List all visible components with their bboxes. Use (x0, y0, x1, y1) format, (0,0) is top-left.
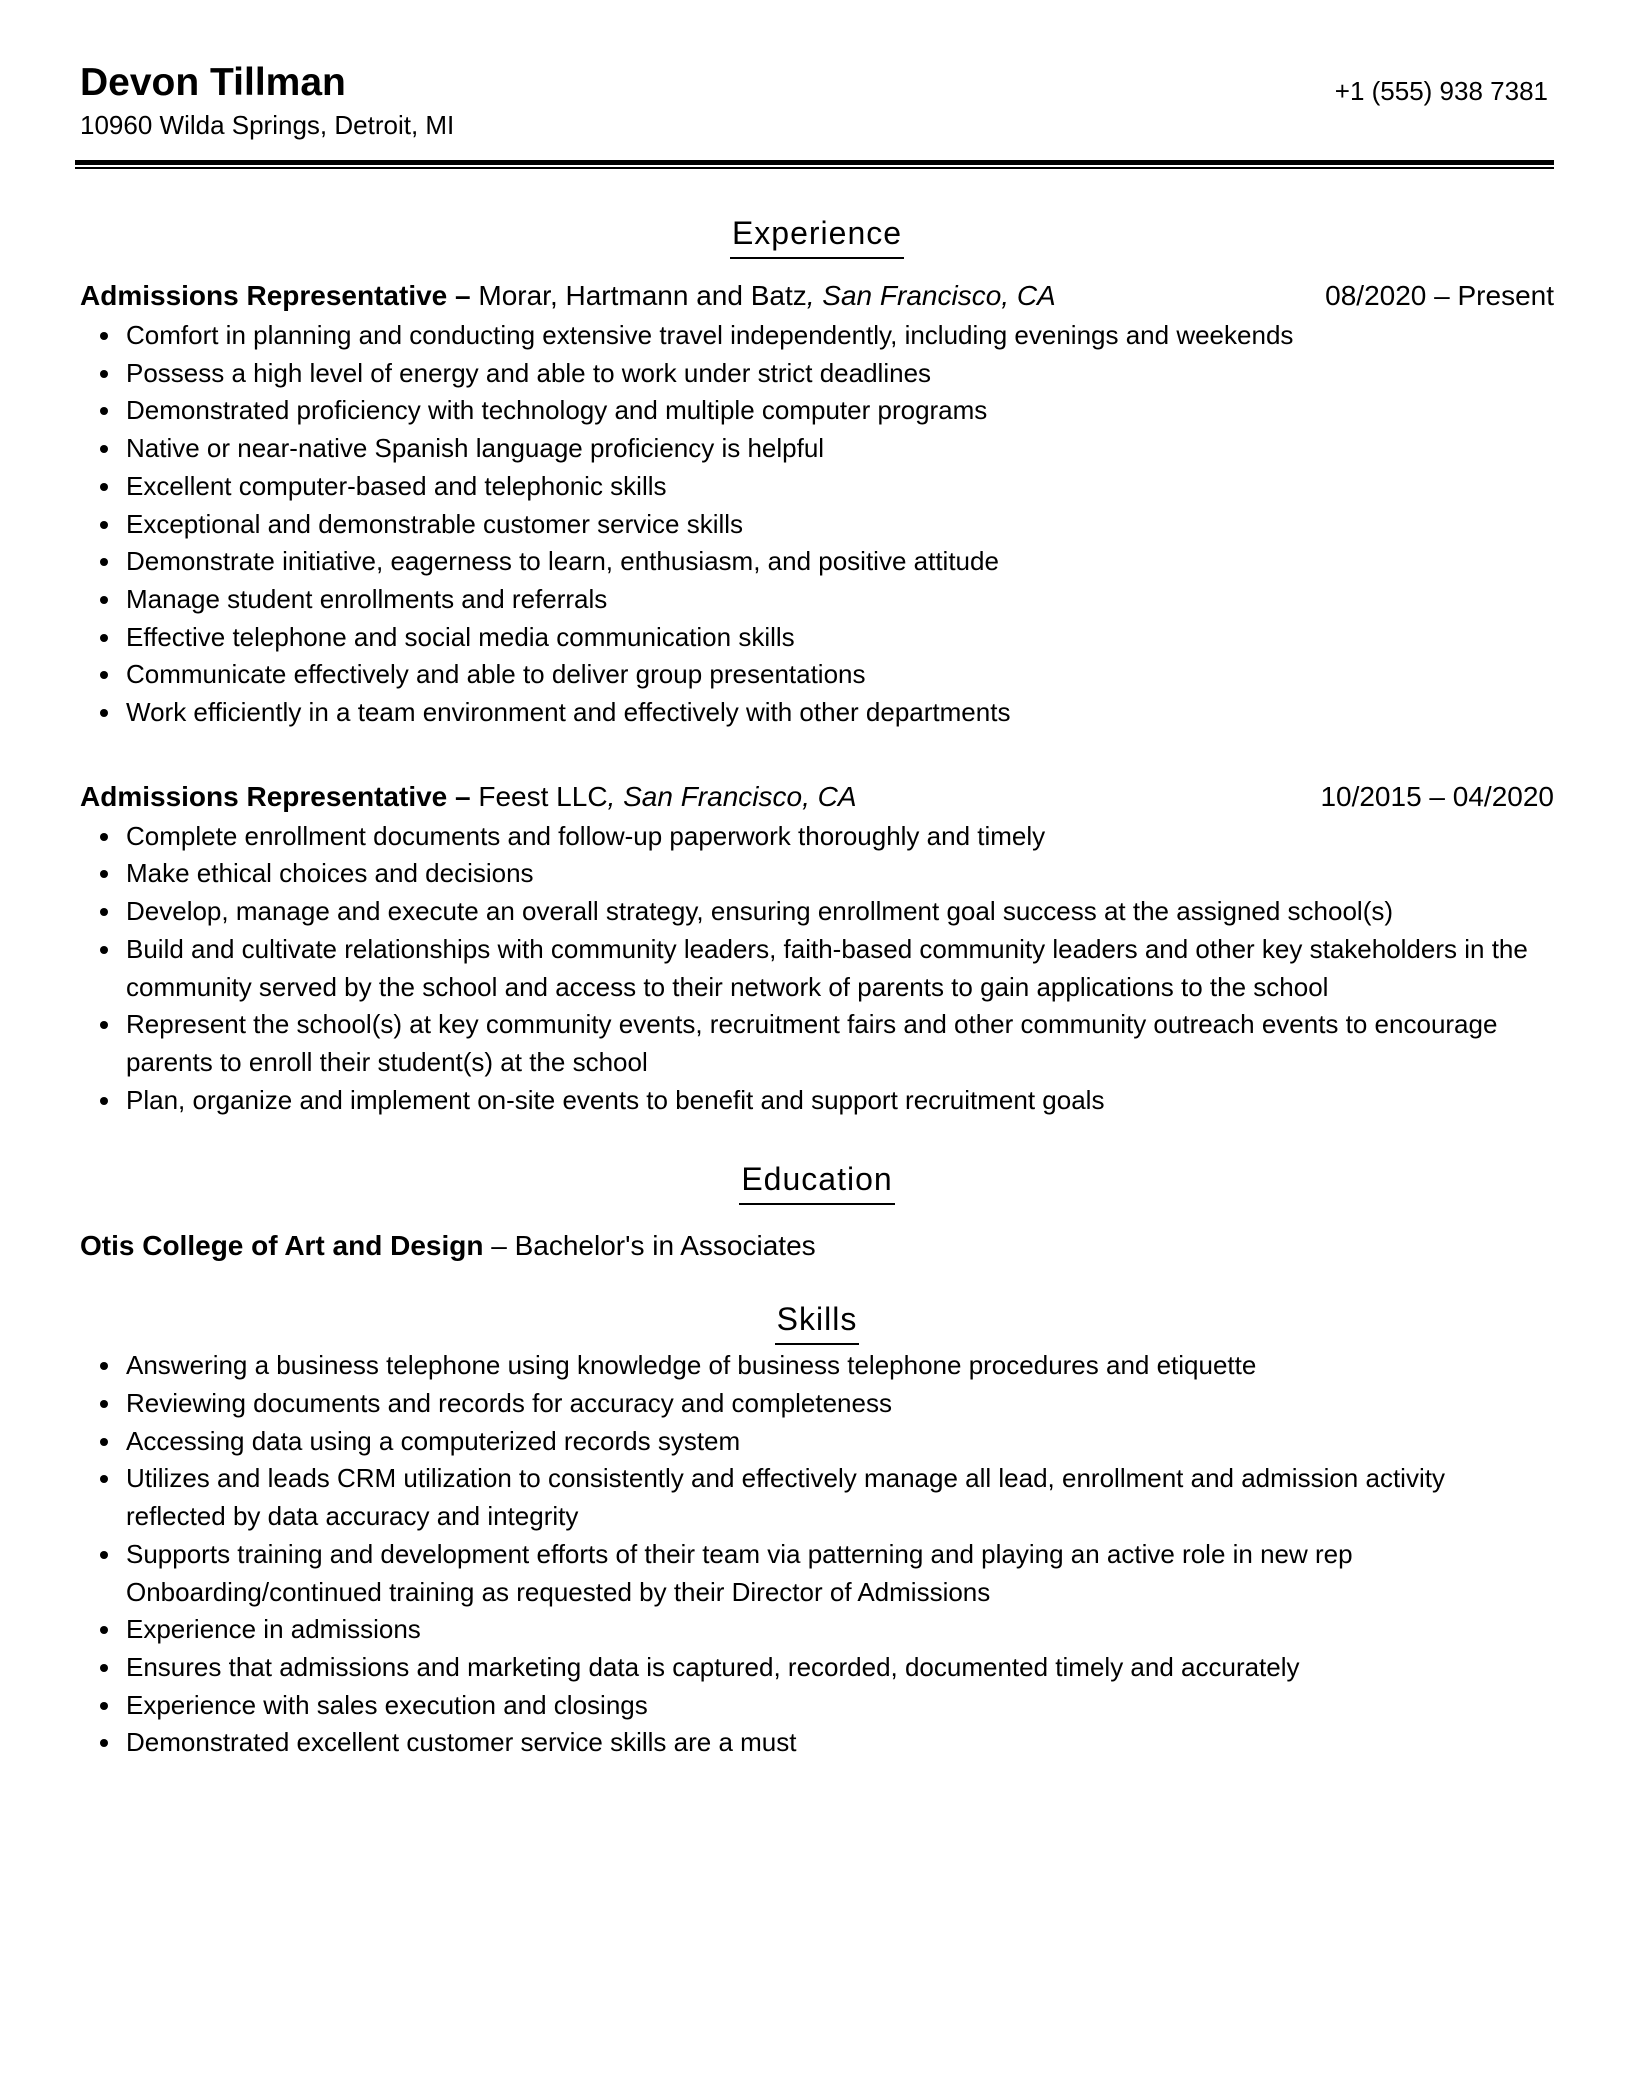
education-heading: Education (739, 1159, 894, 1205)
resume-header (80, 58, 1554, 142)
skill-item: Reviewing documents and records for accuracy and completeness (80, 1385, 1554, 1423)
job-title-line (80, 277, 1056, 315)
experience-heading-wrap (80, 213, 1554, 259)
job-bullet: Effective telephone and social media communication skills (80, 619, 1554, 657)
job-bullet: Exceptional and demonstrable customer service skills (80, 506, 1554, 544)
job-bullet: Build and cultivate relationships with community leaders, faith-based community leaders and other key stakeholders in the community served by the school and access to their network of parents to gain applications to the school (80, 931, 1554, 1006)
skill-item: Answering a business telephone using knowledge of business telephone procedures and etiquette (80, 1347, 1554, 1385)
job-title: Admissions Representative – (80, 280, 471, 311)
skill-item: Experience with sales execution and closings (80, 1687, 1554, 1725)
job-bullet: Work efficiently in a team environment and effectively with other departments (80, 694, 1554, 732)
job-bullet: Native or near-native Spanish language proficiency is helpful (80, 430, 1554, 468)
education-heading-wrap (80, 1159, 1554, 1205)
job-bullet: Complete enrollment documents and follow-up paperwork thoroughly and timely (80, 818, 1554, 856)
experience-heading: Experience (730, 213, 904, 259)
job-company: Morar, Hartmann and Batz (470, 280, 807, 311)
job-bullet: Comfort in planning and conducting extensive travel independently, including evenings and weekends (80, 317, 1554, 355)
job-bullet: Excellent computer-based and telephonic skills (80, 468, 1554, 506)
education-degree: – Bachelor's in Associates (483, 1230, 816, 1262)
job-bullet: Plan, organize and implement on-site events to benefit and support recruitment goals (80, 1082, 1554, 1120)
skill-item: Supports training and development efforts of their team via patterning and playing an active role in new rep Onboarding/continued training as requested by their Director of Admissions (80, 1536, 1554, 1611)
job-bullet-list (80, 317, 1554, 732)
job-header (80, 277, 1554, 315)
job-title-line (80, 778, 857, 816)
job-entry (80, 778, 1554, 1120)
header-divider (75, 160, 1554, 169)
candidate-address: 10960 Wilda Springs, Detroit, MI (80, 110, 455, 140)
education-entry (80, 1227, 1554, 1265)
job-company: Feest LLC (470, 780, 608, 812)
job-bullet: Demonstrate initiative, eagerness to learn, enthusiasm, and positive attitude (80, 543, 1554, 581)
job-dates: 08/2020 – Present (1325, 280, 1554, 311)
candidate-name: Devon Tillman (80, 61, 346, 104)
skills-heading-wrap (80, 1299, 1554, 1345)
skill-item: Accessing data using a computerized records system (80, 1423, 1554, 1461)
job-bullet: Demonstrated proficiency with technology and multiple computer programs (80, 392, 1554, 430)
education-school: Otis College of Art and Design (80, 1230, 484, 1262)
job-bullet: Possess a high level of energy and able to work under strict deadlines (80, 355, 1554, 393)
skill-item: Ensures that admissions and marketing data is captured, recorded, documented timely and accurately (80, 1649, 1554, 1687)
skills-heading: Skills (775, 1299, 860, 1345)
skills-list (80, 1347, 1554, 1762)
job-bullet: Manage student enrollments and referrals (80, 581, 1554, 619)
candidate-phone: +1 (555) 938 7381 (1334, 76, 1548, 106)
job-location: , San Francisco, CA (607, 780, 857, 812)
job-bullet: Communicate effectively and able to deliver group presentations (80, 656, 1554, 694)
job-location: , San Francisco, CA (806, 280, 1056, 311)
job-dates: 10/2015 – 04/2020 (1320, 780, 1554, 812)
skill-item: Demonstrated excellent customer service skills are a must (80, 1724, 1554, 1762)
job-bullet: Make ethical choices and decisions (80, 855, 1554, 893)
job-entry (80, 277, 1554, 732)
job-header (80, 778, 1554, 816)
job-title: Admissions Representative – (80, 780, 471, 812)
job-bullet: Represent the school(s) at key community events, recruitment fairs and other community outreach events to encourage parents to enroll their student(s) at the school (80, 1006, 1554, 1081)
skill-item: Experience in admissions (80, 1611, 1554, 1649)
job-bullet: Develop, manage and execute an overall strategy, ensuring enrollment goal success at the assigned school(s) (80, 893, 1554, 931)
job-bullet-list (80, 818, 1554, 1120)
skill-item: Utilizes and leads CRM utilization to consistently and effectively manage all lead, enrollment and admission activity reflected by data accuracy and integrity (80, 1460, 1554, 1535)
contact-left (80, 58, 454, 142)
